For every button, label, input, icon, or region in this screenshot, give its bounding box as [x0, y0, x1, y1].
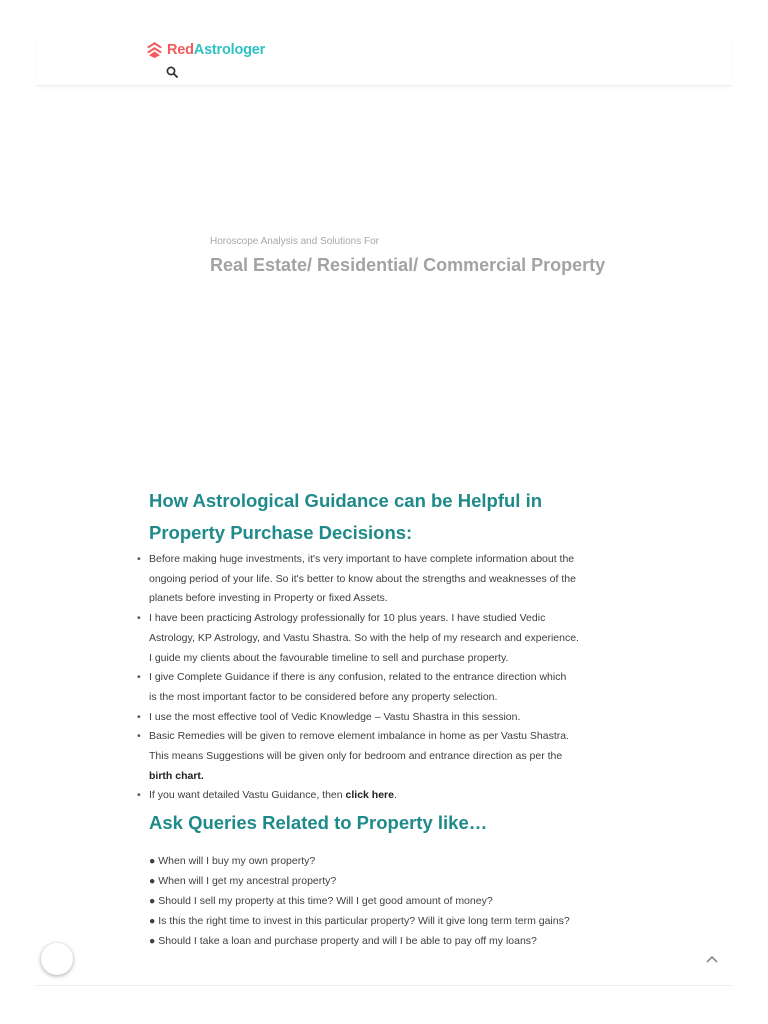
queries-list — [149, 851, 649, 951]
logo-text-red: Red — [167, 41, 194, 58]
list-item-suffix: . — [393, 789, 397, 802]
section-heading-queries: Ask Queries Related to Property like… — [149, 812, 488, 833]
birth-chart-link[interactable]: birth chart. — [149, 769, 204, 782]
list-item-line: • I use the most effective tool of Vedic Knowledge – Vastu Shastra in this session. — [149, 710, 521, 723]
list-item-line: This means Suggestions will be given only for bedroom and entrance direction as per the — [149, 750, 563, 763]
footer-divider — [36, 985, 732, 986]
list-item-line: Astrology, KP Astrology, and Vastu Shastra. So with the help of my research and experience. — [149, 631, 579, 644]
list-item-line — [149, 786, 629, 806]
section-heading-guidance — [149, 485, 629, 549]
list-item-line: • I have been practicing Astrology professionally for 10 plus years. I have studied Vedic — [149, 612, 546, 625]
list-item — [149, 708, 629, 728]
chevron-up-icon[interactable] — [705, 953, 719, 965]
query-item: ● Is this the right time to invest in this particular property? Will it give long term term gains? — [149, 915, 570, 927]
list-item — [149, 550, 629, 609]
list-item-line: • Basic Remedies will be given to remove element imbalance in home as per Vastu Shastra. — [149, 730, 570, 743]
hero-subtitle: Horoscope Analysis and Solutions For — [210, 236, 379, 247]
query-item: ● When will I get my ancestral property? — [149, 875, 337, 887]
site-header — [36, 36, 732, 86]
chat-button[interactable] — [41, 943, 73, 975]
list-item-line: is the most important factor to be considered before any property selection. — [149, 690, 498, 703]
query-item: ● Should I take a loan and purchase property and will I be able to pay off my loans? — [149, 935, 537, 947]
section-heading-line: Property Purchase Decisions: — [149, 522, 413, 543]
list-item-text: If you want detailed Vastu Guidance, then — [149, 789, 346, 802]
search-icon[interactable] — [166, 66, 178, 78]
list-item — [149, 727, 629, 786]
list-item — [149, 786, 629, 806]
logo-text-teal: Astrologer — [193, 41, 266, 58]
hero-title: Real Estate/ Residential/ Commercial Property — [210, 255, 606, 275]
list-item-line: • I give Complete Guidance if there is any confusion, related to the entrance direction which — [149, 671, 567, 684]
query-item: ● When will I buy my own property? — [149, 855, 316, 867]
list-item-line — [149, 767, 629, 787]
list-item — [149, 609, 629, 668]
list-item-line: I guide my clients about the favourable timeline to sell and purchase property. — [149, 651, 509, 664]
section-heading-line: How Astrological Guidance can be Helpful in — [149, 490, 543, 511]
logo-text — [167, 42, 265, 58]
list-item — [149, 668, 629, 707]
logo-icon — [146, 41, 163, 58]
logo[interactable] — [146, 41, 265, 58]
list-item-line: planets before investing in Property or fixed Assets. — [149, 592, 388, 605]
query-item: ● Should I sell my property at this time? Will I get good amount of money? — [149, 895, 493, 907]
list-item-line: • Before making huge investments, it's very important to have complete information about the — [149, 553, 575, 565]
guidance-list — [149, 550, 629, 806]
list-item-line: ongoing period of your life. So it's better to know about the strengths and weaknesses of the — [149, 572, 576, 585]
click-here-link[interactable]: click here — [345, 789, 394, 802]
